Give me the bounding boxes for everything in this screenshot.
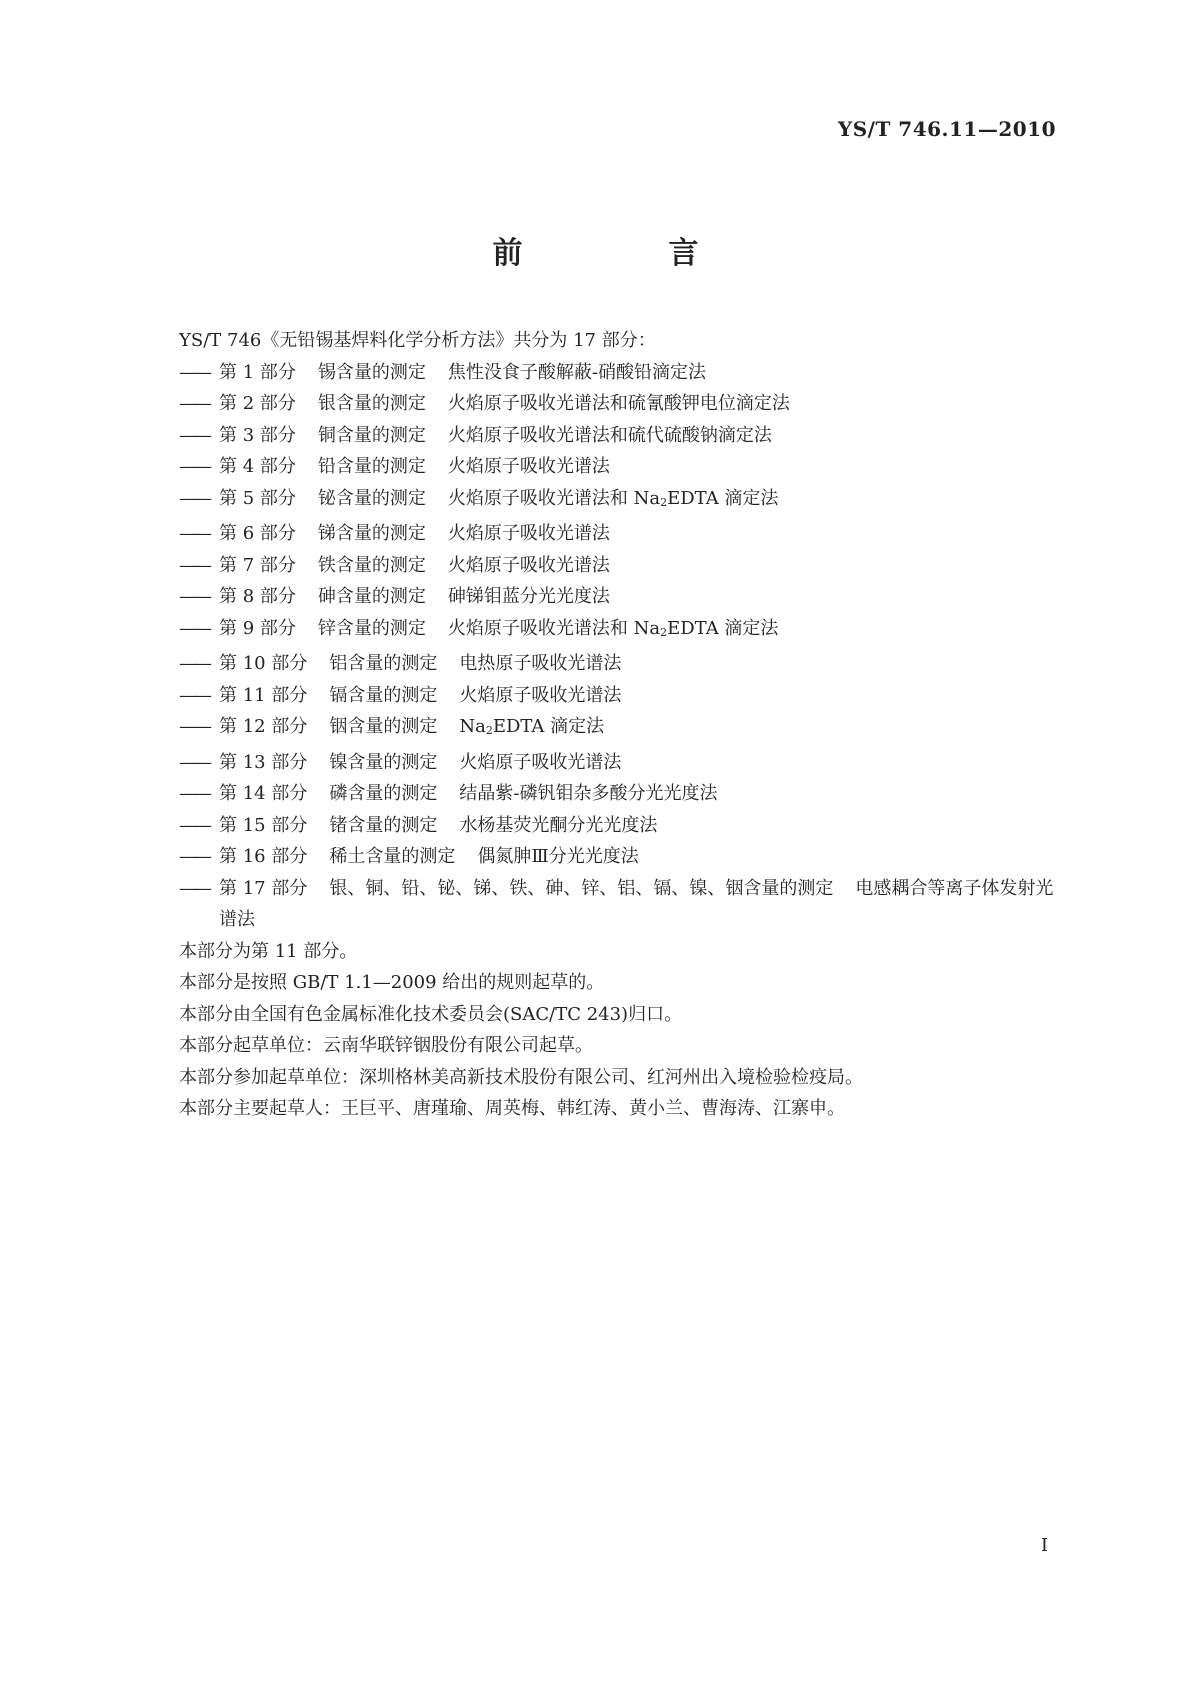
- part-label: 第 13 部分: [219, 751, 308, 773]
- document-code: YS/T 746.11—2010: [837, 117, 1056, 141]
- part-label: 第 2 部分: [219, 393, 296, 414]
- part-element: 铝含量的测定: [329, 653, 438, 674]
- dash: ——: [179, 586, 209, 607]
- part-element: 砷含量的测定: [317, 586, 426, 607]
- note-part-number: 本部分为第 11 部分。: [179, 940, 358, 962]
- part-element: 银含量的测定: [317, 393, 426, 414]
- part-method: 火焰原子吸收光谱法: [447, 456, 610, 477]
- list-item-part-1: [179, 357, 1059, 389]
- part-label: 第 6 部分: [219, 523, 296, 544]
- list-item-part-13: [179, 747, 1059, 779]
- part-label: 第 1 部分: [219, 361, 296, 383]
- part-element: 稀土含量的测定: [329, 846, 456, 867]
- part-label: 第 3 部分: [219, 424, 296, 446]
- dash: ——: [179, 617, 209, 639]
- part-method: 火焰原子吸收光谱法和硫代硫酸钠滴定法: [447, 424, 772, 446]
- list-item-part-10: [179, 648, 1059, 680]
- part-element: 铋含量的测定: [317, 487, 426, 509]
- part-element: 铟含量的测定: [329, 716, 438, 737]
- dash: ——: [179, 877, 209, 899]
- part-method: 火焰原子吸收光谱法和硫氰酸钾电位滴定法: [447, 393, 790, 414]
- part-element: 铜含量的测定: [317, 424, 426, 446]
- part-label: 第 17 部分: [219, 877, 308, 899]
- part-element: 铅含量的测定: [317, 456, 426, 477]
- dash: ——: [179, 361, 209, 383]
- part-element: 锗含量的测定: [329, 814, 438, 836]
- part-method: 火焰原子吸收光谱法: [459, 684, 622, 706]
- list-item-part-16: [179, 841, 1059, 873]
- note-drafters: 本部分主要起草人：王巨平、唐瑾瑜、周英梅、韩红涛、黄小兰、曹海涛、江寨申。: [179, 1098, 845, 1119]
- part-label: 第 9 部分: [219, 617, 296, 639]
- part-method: 火焰原子吸收光谱法和 $Na_2EDTA$ 滴定法: [447, 617, 779, 639]
- intro-line: YS/T 746《无铅锡基焊料化学分析方法》共分为 17 部分：: [179, 330, 656, 351]
- part-method: 电感耦合等离子体发射光: [855, 877, 1054, 899]
- part-element: 镍含量的测定: [329, 751, 438, 773]
- part-element: 铁含量的测定: [317, 554, 426, 576]
- dash: ——: [179, 846, 209, 867]
- dash: ——: [179, 814, 209, 836]
- list-item-part-12: [179, 711, 1059, 747]
- dash: ——: [179, 716, 209, 737]
- dash: ——: [179, 554, 209, 576]
- part-label: 第 14 部分: [219, 783, 308, 804]
- list-item-part-9: [179, 613, 1059, 649]
- dash: ——: [179, 393, 209, 414]
- part-method: 结晶紫-磷钒钼杂多酸分光光度法: [459, 783, 718, 804]
- dash: ——: [179, 487, 209, 509]
- part-method: 火焰原子吸收光谱法: [447, 523, 610, 544]
- list-item-part-17: [179, 873, 1059, 905]
- part-method: 电热原子吸收光谱法: [459, 653, 622, 674]
- part-label: 第 16 部分: [219, 846, 308, 867]
- list-item-part-2: [179, 388, 1059, 420]
- list-item-part-6: [179, 518, 1059, 550]
- list-item-part-7: [179, 550, 1059, 582]
- list-item-part-8: [179, 581, 1059, 613]
- list-item-part-15: [179, 810, 1059, 842]
- part-element: 锑含量的测定: [317, 523, 426, 544]
- list-item-part-17-continuation: 谱法: [219, 909, 255, 930]
- part-method: 砷锑钼蓝分光光度法: [447, 586, 610, 607]
- part-method: 火焰原子吸收光谱法: [447, 554, 610, 576]
- dash: ——: [179, 751, 209, 773]
- dash: ——: [179, 424, 209, 446]
- part-element: 锡含量的测定: [317, 361, 426, 383]
- part-element: 磷含量的测定: [329, 783, 438, 804]
- part-method: 焦性没食子酸解蔽-硝酸铅滴定法: [447, 361, 706, 383]
- page-title: 前 言: [492, 236, 757, 271]
- part-method: 偶氮胂Ⅲ分光光度法: [477, 846, 639, 867]
- foreword-body: [179, 325, 1059, 1125]
- part-label: 第 11 部分: [219, 684, 308, 706]
- note-drafting-rules: 本部分是按照 GB/T 1.1—2009 给出的规则起草的。: [179, 972, 605, 993]
- part-method: 火焰原子吸收光谱法和 $Na_2EDTA$ 滴定法: [447, 487, 779, 509]
- part-method: 火焰原子吸收光谱法: [459, 751, 622, 773]
- part-label: 第 12 部分: [219, 716, 308, 737]
- part-label: 第 15 部分: [219, 814, 308, 836]
- note-committee: 本部分由全国有色金属标准化技术委员会(SAC/TC 243)归口。: [179, 1003, 683, 1025]
- part-element: 银、铜、铅、铋、锑、铁、砷、锌、铝、镉、镍、铟含量的测定: [329, 877, 834, 899]
- dash: ——: [179, 783, 209, 804]
- note-drafting-unit: 本部分起草单位：云南华联锌铟股份有限公司起草。: [179, 1035, 593, 1056]
- list-item-part-11: [179, 680, 1059, 712]
- list-item-part-5: [179, 483, 1059, 519]
- dash: ——: [179, 523, 209, 544]
- dash: ——: [179, 456, 209, 477]
- dash: ——: [179, 653, 209, 674]
- part-label: 第 8 部分: [219, 586, 296, 607]
- part-label: 第 7 部分: [219, 554, 296, 576]
- note-participating-units: 本部分参加起草单位：深圳格林美高新技术股份有限公司、红河州出入境检验检疫局。: [179, 1066, 863, 1088]
- part-element: 镉含量的测定: [329, 684, 438, 706]
- part-label: 第 5 部分: [219, 487, 296, 509]
- list-item-part-14: [179, 778, 1059, 810]
- dash: ——: [179, 684, 209, 706]
- page-number: I: [1040, 1535, 1048, 1556]
- list-item-part-3: [179, 420, 1059, 452]
- list-item-part-4: [179, 451, 1059, 483]
- part-method: $Na_2EDTA$ 滴定法: [459, 716, 605, 737]
- part-label: 第 10 部分: [219, 653, 308, 674]
- part-method: 水杨基荧光酮分光光度法: [459, 814, 658, 836]
- part-element: 锌含量的测定: [317, 617, 426, 639]
- part-label: 第 4 部分: [219, 456, 296, 477]
